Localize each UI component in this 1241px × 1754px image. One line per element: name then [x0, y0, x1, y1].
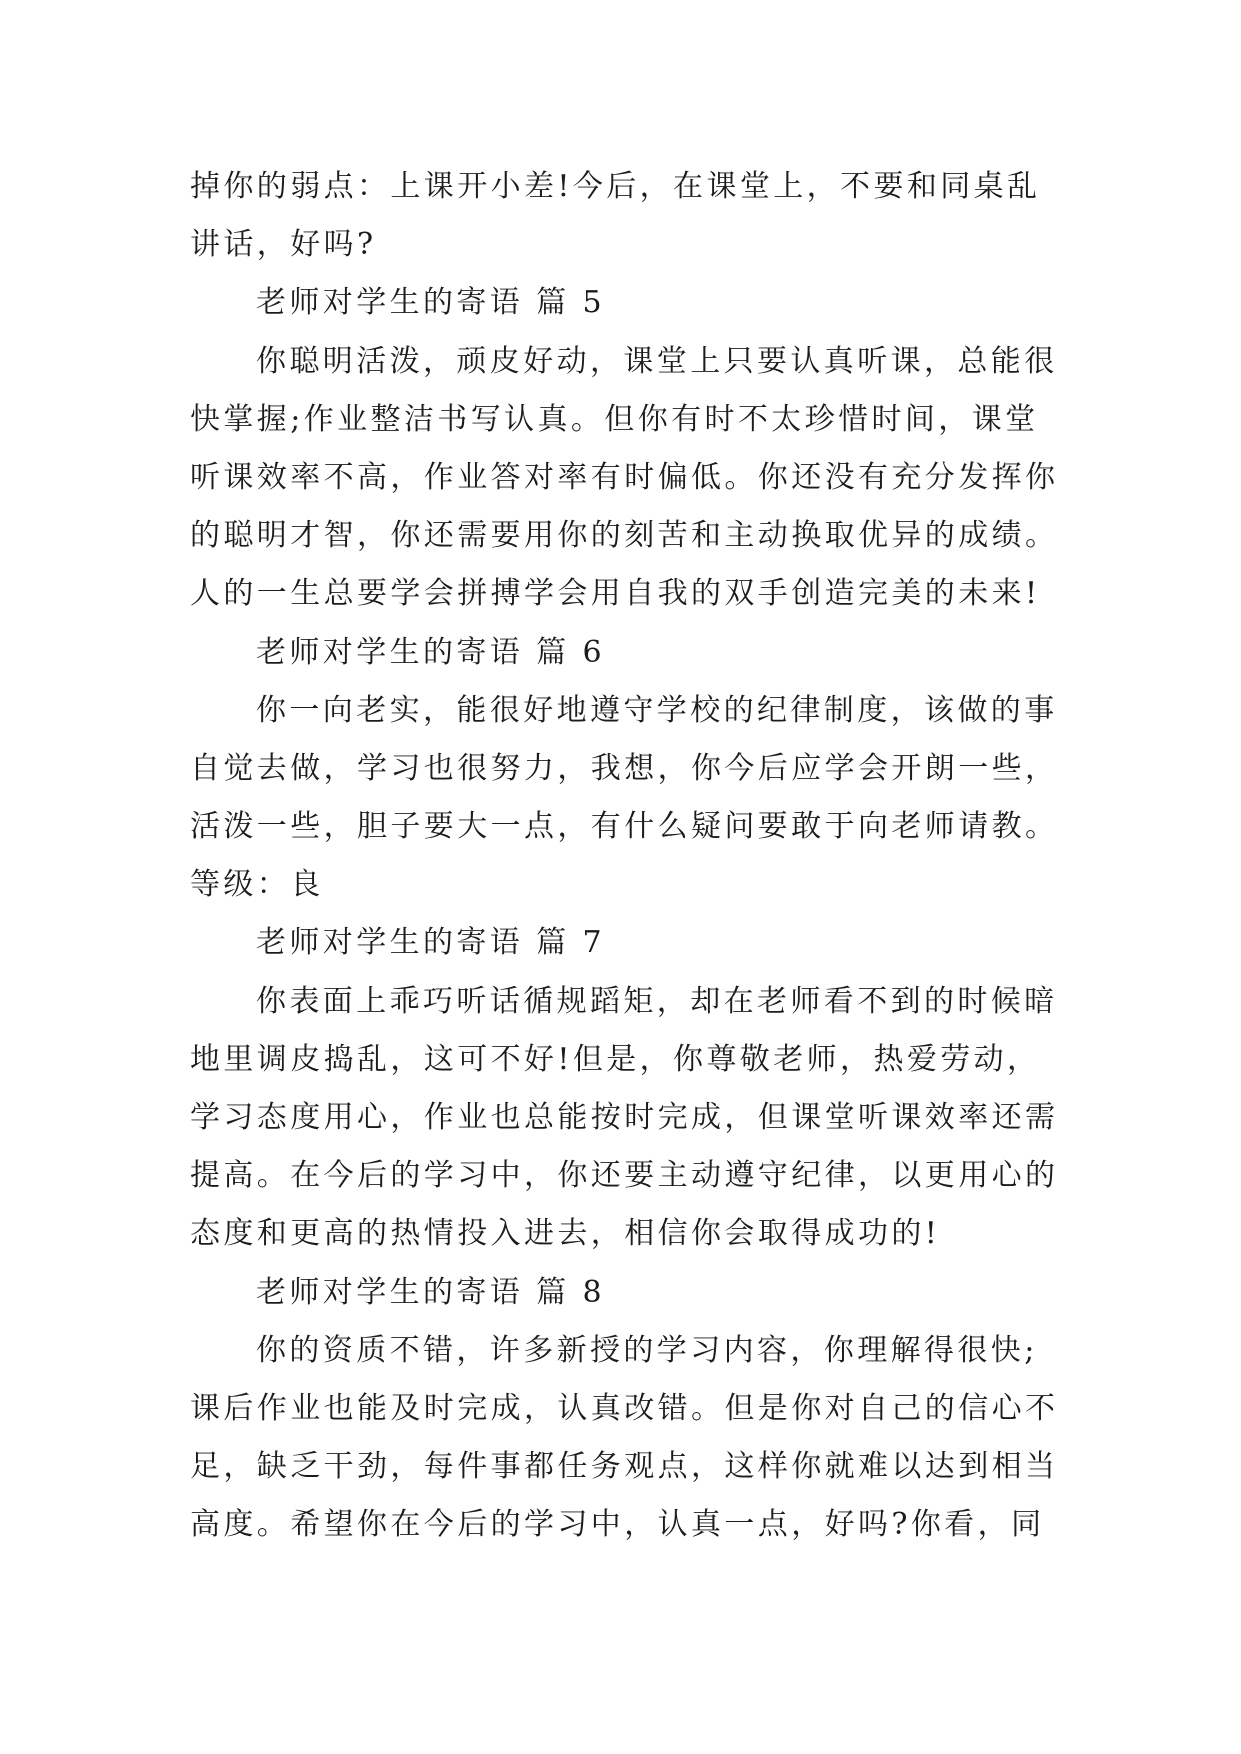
text-line: 快掌握;作业整洁书写认真。但你有时不太珍惜时间，课堂: [190, 401, 1039, 437]
text-line: 自觉去做，学习也很努力，我想，你今后应学会开朗一些，: [190, 750, 1059, 786]
document-body: [190, 158, 1070, 1555]
text-line: 高度。希望你在今后的学习中，认真一点，好吗?你看，同: [190, 1507, 1045, 1543]
text-line: 足，缺乏干劲，每件事都任务观点，这样你就难以达到相当: [190, 1449, 1059, 1485]
text-line: 掉你的弱点：上课开小差!今后，在课堂上，不要和同桌乱: [190, 169, 1041, 204]
text-line: 你一向老实，能很好地遵守学校的纪律制度，该做的事: [256, 692, 1058, 728]
text-line: 人的一生总要学会拼搏学会用自我的双手创造完美的未来!: [190, 576, 1041, 612]
section-heading: 老师对学生的寄语 篇 7: [256, 925, 605, 961]
section-heading: 老师对学生的寄语 篇 6: [256, 634, 605, 670]
text-line: 听课效率不高，作业答对率有时偏低。你还没有充分发挥你: [190, 459, 1059, 495]
section-heading: 老师对学生的寄语 篇 5: [256, 285, 605, 321]
text-line: 地里调皮捣乱，这可不好!但是，你尊敬老师，热爱劳动，: [190, 1041, 1041, 1077]
text-line: 课后作业也能及时完成，认真改错。但是你对自己的信心不: [190, 1390, 1059, 1426]
text-line: 活泼一些，胆子要大一点，有什么疑问要敢于向老师请教。: [190, 809, 1059, 845]
text-line: 学习态度用心，作业也总能按时完成，但课堂听课效率还需: [190, 1100, 1059, 1135]
text-line: 提高。在今后的学习中，你还要主动遵守纪律，以更用心的: [190, 1158, 1059, 1194]
text-line: 你的资质不错，许多新授的学习内容，你理解得很快;: [256, 1332, 1038, 1368]
text-line: 讲话，好吗?: [190, 227, 377, 263]
text-line: 态度和更高的热情投入进去，相信你会取得成功的!: [190, 1216, 941, 1252]
text-line: 等级：良: [190, 867, 324, 903]
section-heading: 老师对学生的寄语 篇 8: [256, 1274, 605, 1310]
text-line: 的聪明才智，你还需要用你的刻苦和主动换取优异的成绩。: [190, 518, 1059, 554]
text-line: 你聪明活泼，顽皮好动，课堂上只要认真听课，总能很: [256, 343, 1058, 379]
text-line: 你表面上乖巧听话循规蹈矩，却在老师看不到的时候暗: [256, 983, 1058, 1019]
